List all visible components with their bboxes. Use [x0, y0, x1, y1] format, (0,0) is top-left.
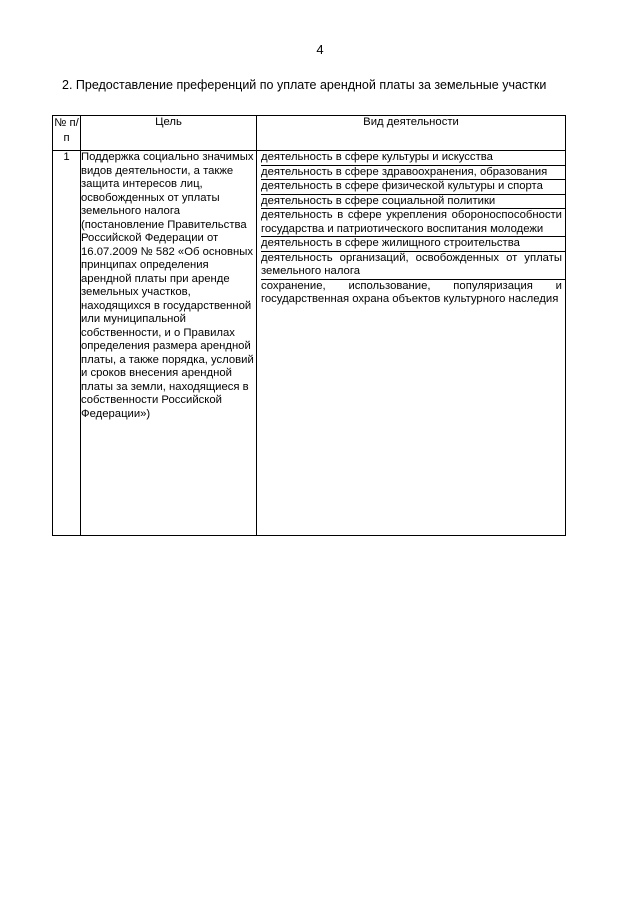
table-row	[53, 151, 566, 536]
activity-item: деятельность в сфере жилищного строительства	[261, 237, 565, 252]
row-number: 1	[53, 151, 81, 536]
row-activities	[257, 151, 566, 536]
activity-item: деятельность в сфере культуры и искусства	[261, 151, 565, 166]
activity-item: деятельность в сфере социальной политики	[261, 195, 565, 210]
preferences-table	[52, 115, 566, 536]
table-header-row	[53, 116, 566, 151]
header-goal: Цель	[81, 116, 257, 151]
activity-item: деятельность в сфере физической культуры и спорта	[261, 180, 565, 195]
header-num: № п/п	[53, 116, 81, 151]
header-activity: Вид деятельности	[257, 116, 566, 151]
page-number: 4	[316, 42, 324, 57]
activity-item: сохранение, использование, популяризация и государственная охрана объектов культурного наследия	[261, 279, 562, 305]
activity-item: деятельность организаций, освобожденных от уплаты земельного налога	[261, 252, 565, 280]
row-goal: Поддержка социально значимых видов деятельности, а также защита интересов лиц, освобожденных от уплаты земельного налога (постановление Правительства Российской Федерации от 16.07.2009 № 582 «Об основных принципах определения арендной платы при аренде земельных участков, находящихся в государственной или муниципальной собственности, и о Правилах определения размера арендной платы, а также порядка, условий и сроков внесения арендной платы за земли, находящиеся в собственности Российской Федерации»)	[81, 151, 257, 536]
activity-item: деятельность в сфере здравоохранения, образования	[261, 166, 565, 181]
activity-item: деятельность в сфере укрепления обороноспособности государства и патриотического воспитания молодежи	[261, 209, 565, 237]
section-title: 2. Предоставление преференций по уплате арендной платы за земельные участки	[62, 78, 547, 92]
